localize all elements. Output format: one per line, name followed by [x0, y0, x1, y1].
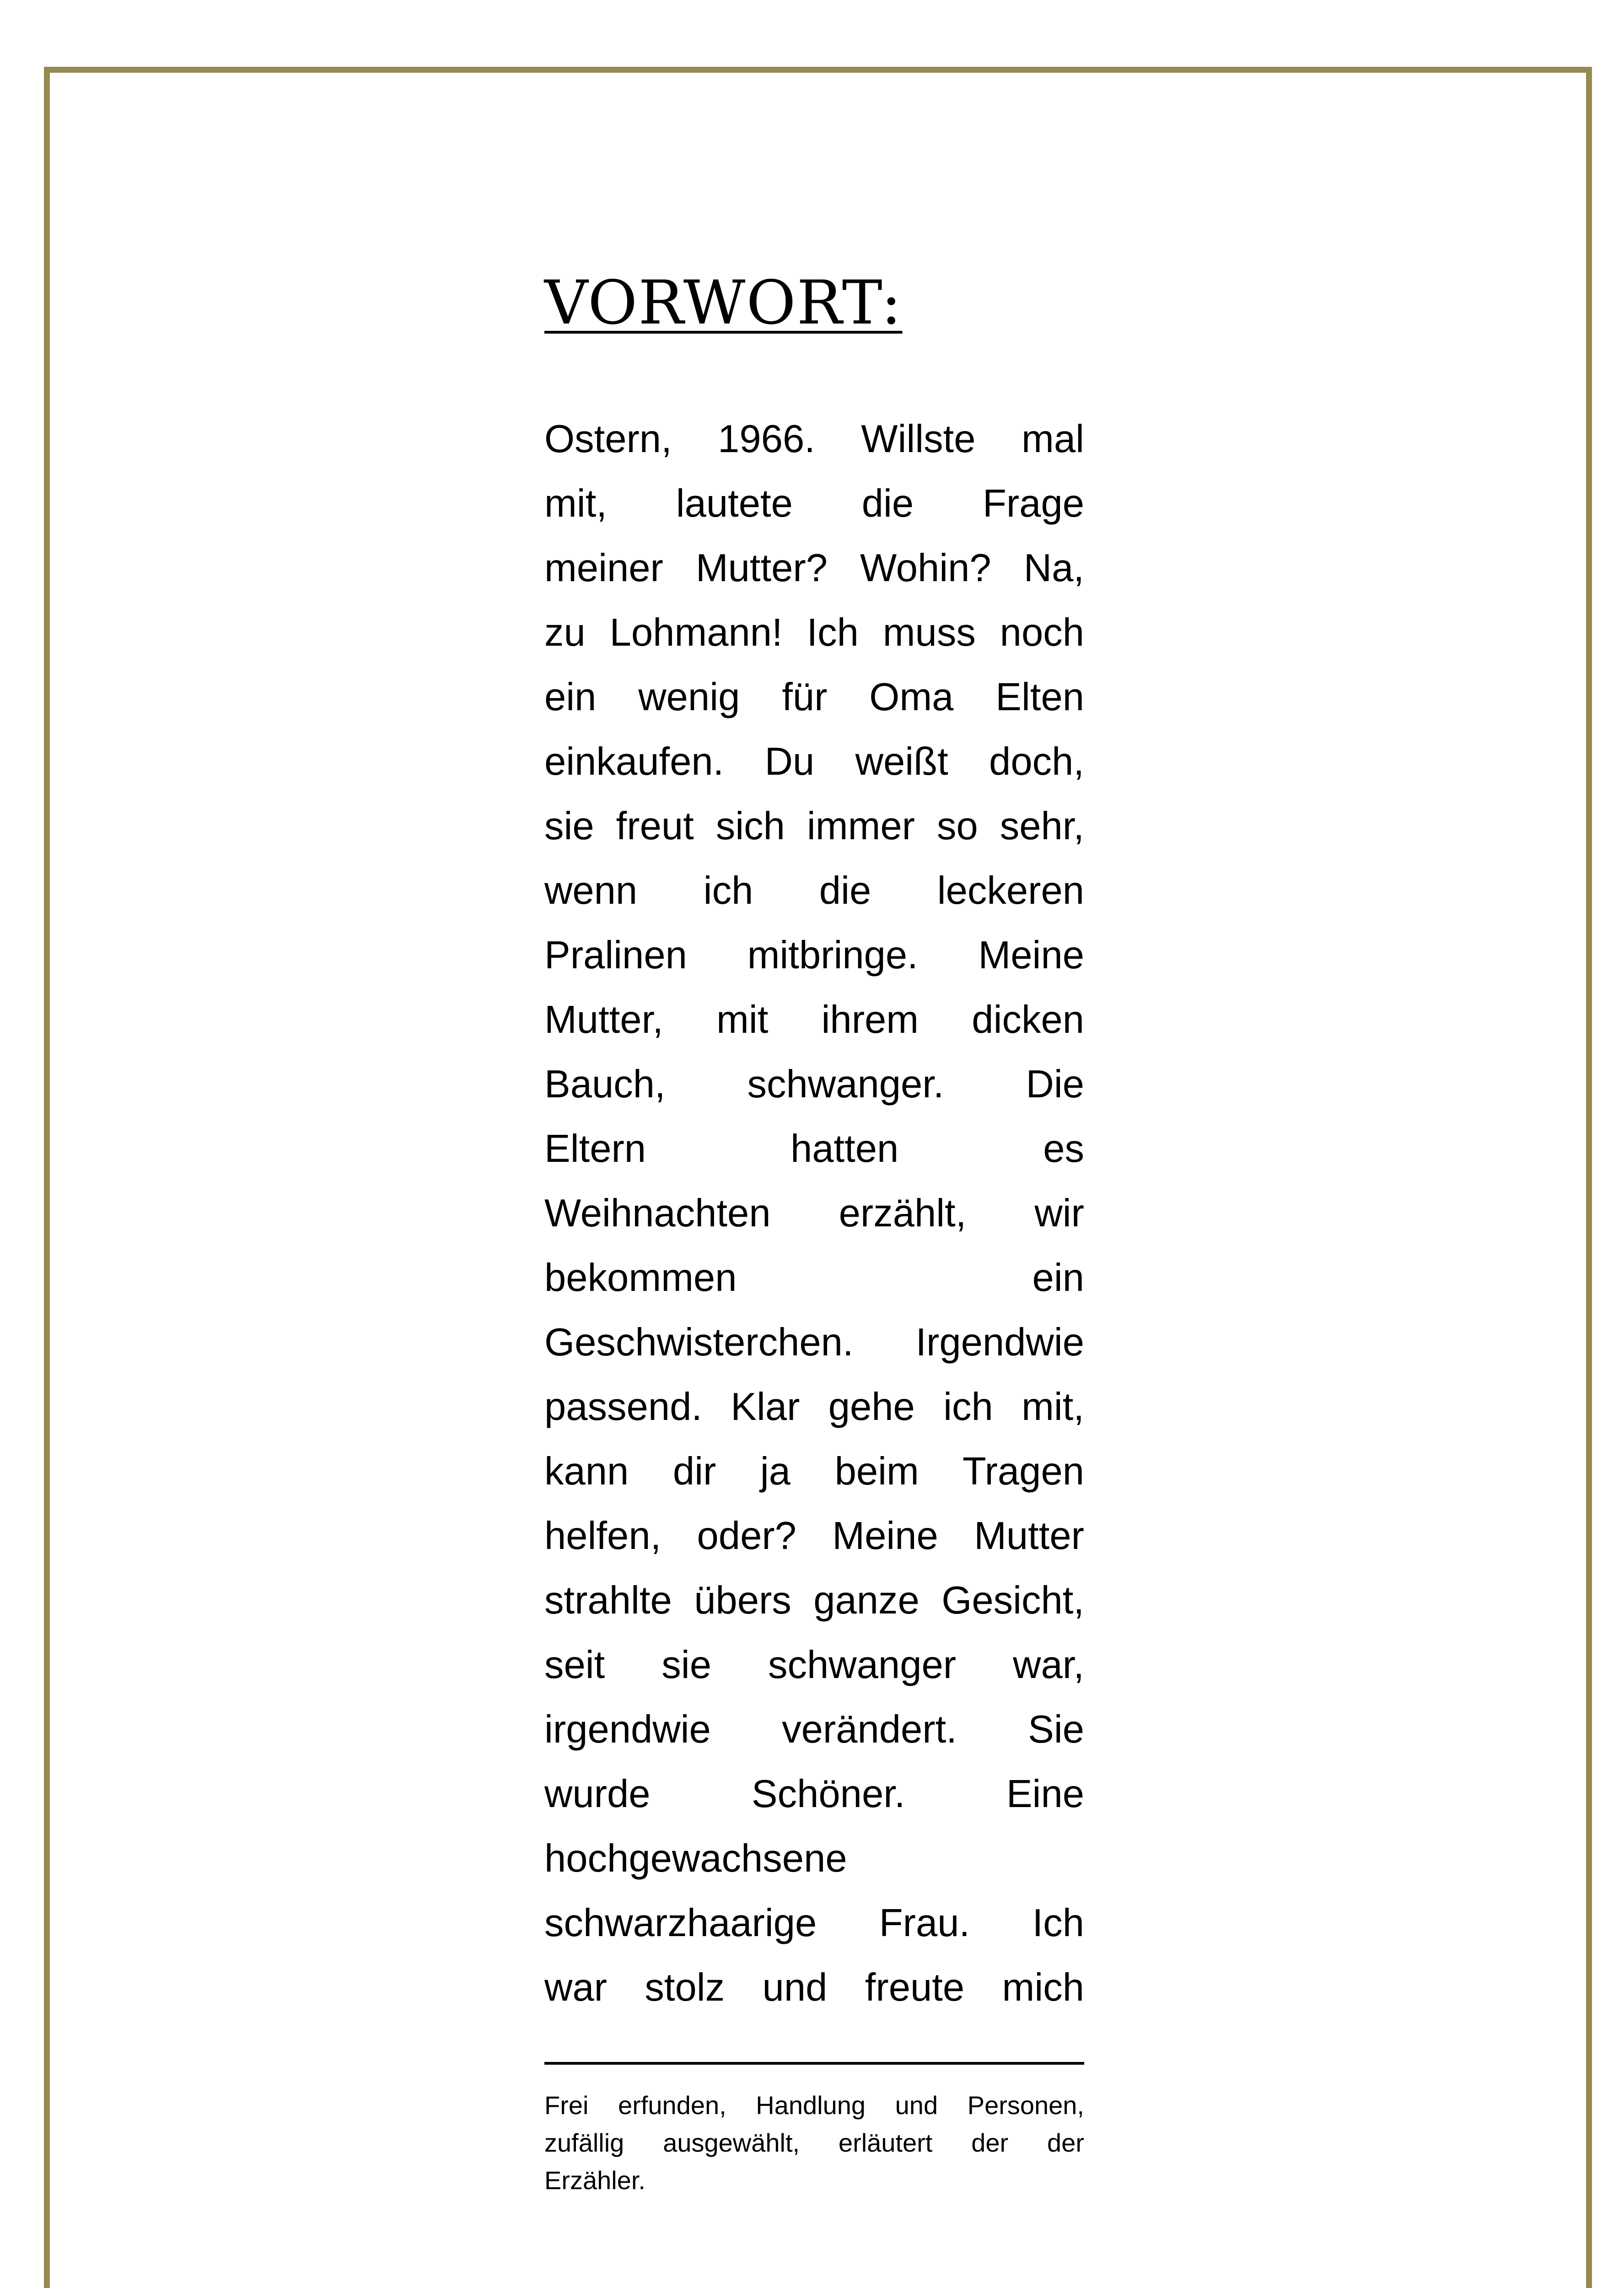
footnote-line: Erzähler. [544, 2166, 645, 2195]
body-line: sie freut sich immer so sehr, [544, 804, 1084, 848]
page-title: VORWORT: [544, 268, 903, 338]
body-line: wenn ich die leckeren [544, 869, 1084, 913]
body-line: zu Lohmann! Ich muss noch [544, 611, 1084, 655]
footnote-line: Frei erfunden, Handlung und Personen, [544, 2091, 1084, 2120]
body-paragraph [544, 407, 1084, 2020]
body-line: hochgewachsene [544, 1837, 847, 1881]
body-line: Weihnachten erzählt, wir [544, 1192, 1084, 1236]
body-line: wurde Schöner. Eine [544, 1772, 1084, 1816]
footnote-line: zufällig ausgewählt, erläutert der der [544, 2128, 1084, 2158]
body-line: helfen, oder? Meine Mutter [544, 1514, 1084, 1558]
body-line: strahlte übers ganze Gesicht, [544, 1579, 1084, 1623]
body-line: war stolz und freute mich [544, 1966, 1084, 2010]
body-line: Ostern, 1966. Willste mal [544, 417, 1084, 461]
footnote-separator [544, 2062, 1084, 2065]
body-line: schwarzhaarige Frau. Ich [544, 1901, 1084, 1945]
body-line: Geschwisterchen. Irgendwie [544, 1321, 1084, 1365]
body-line: Mutter, mit ihrem dicken [544, 998, 1084, 1042]
body-line: meiner Mutter? Wohin? Na, [544, 546, 1084, 590]
body-line: Bauch, schwanger. Die [544, 1063, 1084, 1106]
footnote [544, 2087, 1084, 2199]
body-line: mit, lautete die Frage [544, 482, 1084, 526]
body-line: irgendwie verändert. Sie [544, 1708, 1084, 1752]
page-content [544, 270, 1084, 2199]
body-line: bekommen ein [544, 1256, 1084, 1300]
body-line: Eltern hatten es [544, 1127, 1084, 1171]
body-line: kann dir ja beim Tragen [544, 1450, 1084, 1494]
body-line: seit sie schwanger war, [544, 1643, 1084, 1687]
body-line: Pralinen mitbringe. Meine [544, 934, 1084, 977]
body-line: ein wenig für Oma Elten [544, 675, 1084, 719]
body-line: passend. Klar gehe ich mit, [544, 1385, 1084, 1429]
body-line: einkaufen. Du weißt doch, [544, 740, 1084, 784]
